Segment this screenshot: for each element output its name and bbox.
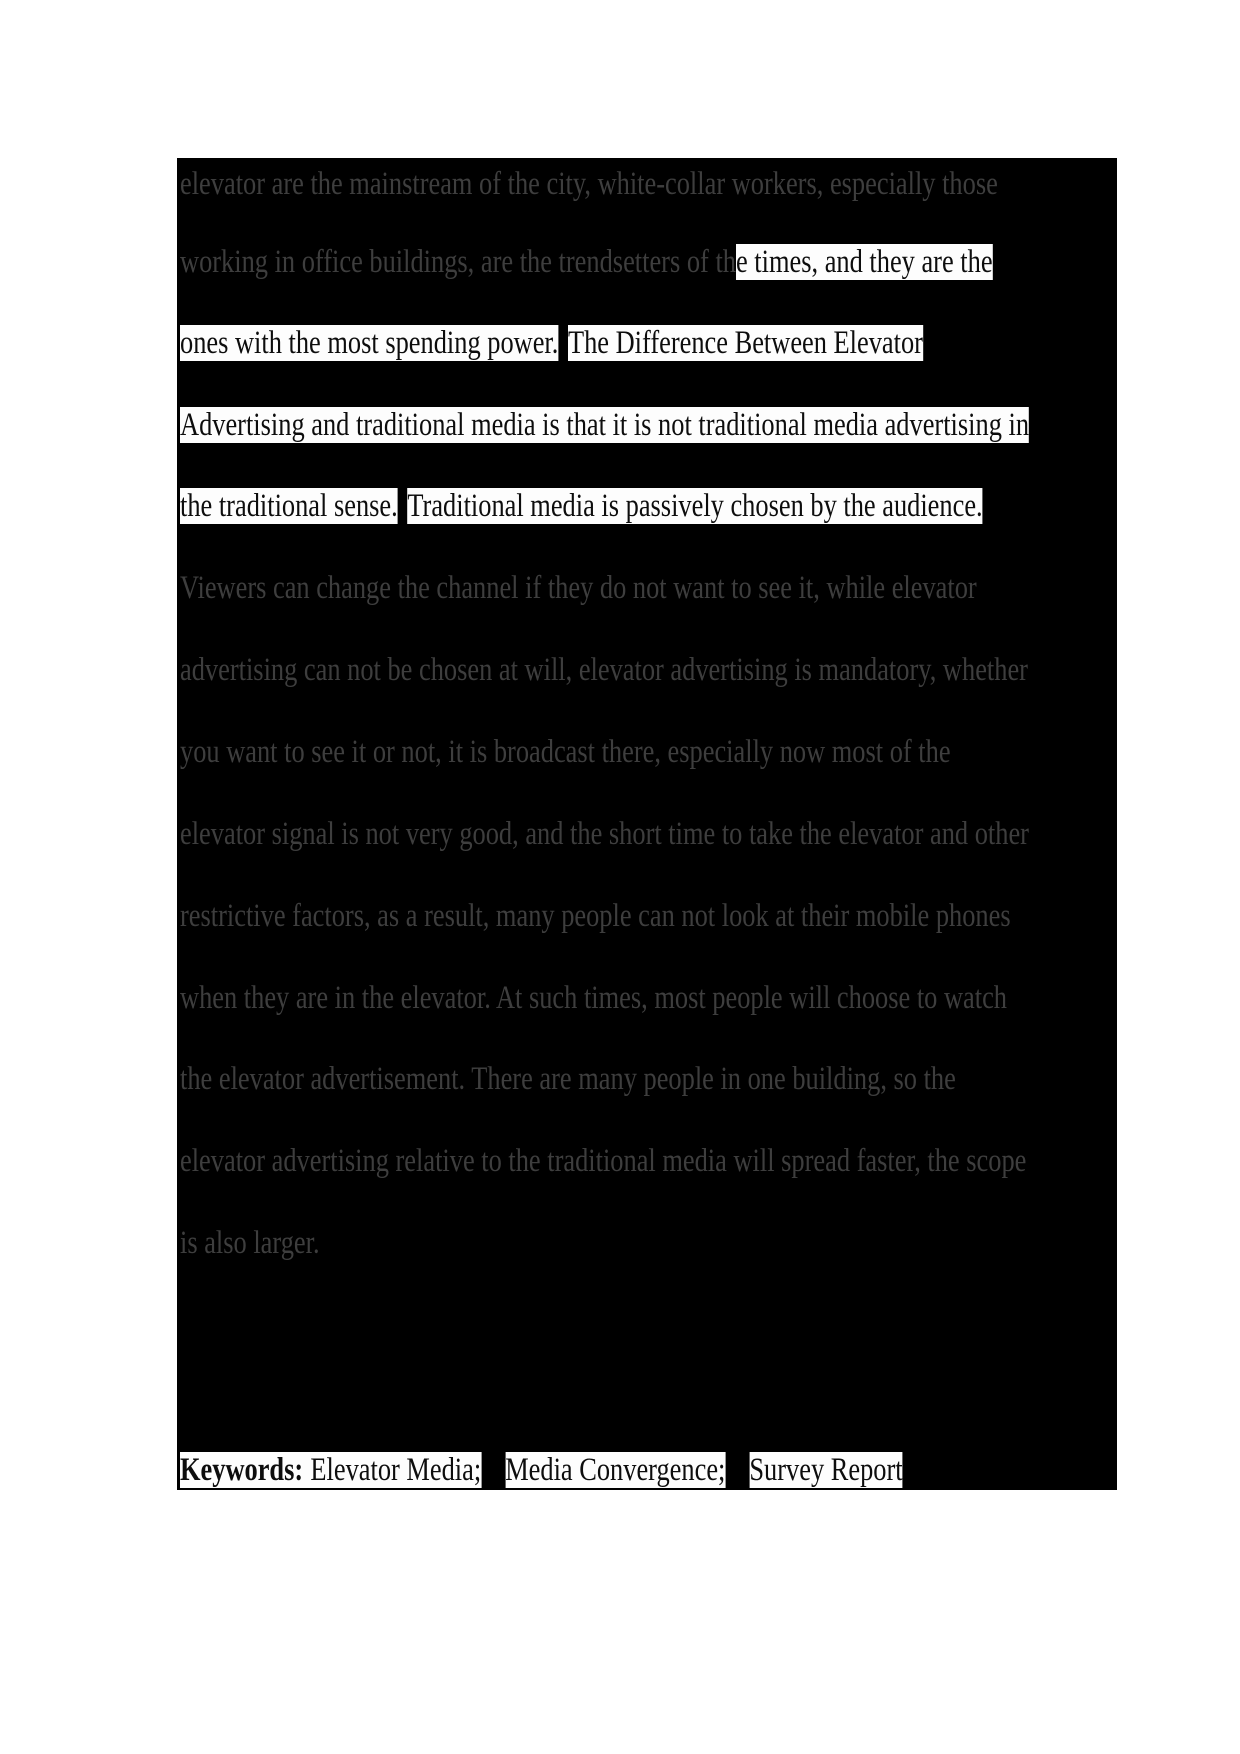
segment-gap <box>558 352 568 353</box>
keyword-item: Survey Report <box>749 1452 903 1488</box>
text-line <box>180 570 977 607</box>
keyword-item: Elevator Media; <box>310 1452 482 1488</box>
text-line <box>180 166 998 203</box>
keywords-box <box>180 1452 481 1488</box>
text-line <box>180 325 923 362</box>
text-segment: elevator are the mainstream of the city, white-collar workers, especially those <box>180 166 998 202</box>
text-line <box>180 407 1029 444</box>
text-line <box>180 1061 956 1098</box>
text-segment: Viewers can change the channel if they do not want to see it, while elevator <box>180 570 977 606</box>
text-line <box>180 816 1029 853</box>
keywords-label: Keywords: <box>180 1452 304 1488</box>
text-line <box>180 980 1007 1017</box>
text-segment: advertising can not be chosen at will, elevator advertising is mandatory, whether <box>180 652 1028 688</box>
text-segment: when they are in the elevator. At such times, most people will choose to watch <box>180 980 1007 1016</box>
highlighted-text-segment: the traditional sense. <box>180 488 398 524</box>
text-segment: working in office buildings, are the trendsetters of th <box>180 244 736 280</box>
text-line <box>180 1225 320 1262</box>
text-segment: the elevator advertisement. There are many people in one building, so the <box>180 1061 956 1097</box>
segment-gap <box>725 1479 749 1480</box>
text-line <box>180 734 951 771</box>
keywords-line <box>180 1452 903 1489</box>
text-line <box>180 652 1028 689</box>
text-segment: you want to see it or not, it is broadcast there, especially now most of the <box>180 734 951 770</box>
text-segment: elevator signal is not very good, and the short time to take the elevator and other <box>180 816 1029 852</box>
text-line <box>180 898 1011 935</box>
redacted-block <box>177 158 1117 1490</box>
keyword-item: Media Convergence; <box>505 1452 726 1488</box>
highlighted-text-segment: Traditional media is passively chosen by the audience. <box>407 488 983 524</box>
text-segment: elevator advertising relative to the traditional media will spread faster, the scope <box>180 1143 1027 1179</box>
text-segment: restrictive factors, as a result, many people can not look at their mobile phones <box>180 898 1011 934</box>
text-line <box>180 1143 1026 1180</box>
highlighted-text-segment: Advertising and traditional media is that it is not traditional media advertising in <box>180 407 1030 443</box>
segment-gap <box>481 1479 505 1480</box>
highlighted-text-segment: e times, and they are the <box>735 244 993 280</box>
highlighted-text-segment: The Difference Between Elevator <box>567 325 923 361</box>
highlighted-text-segment: ones with the most spending power. <box>180 325 559 361</box>
text-line <box>180 488 983 525</box>
text-line <box>180 244 993 281</box>
segment-gap <box>398 515 408 516</box>
text-segment: is also larger. <box>180 1225 320 1261</box>
